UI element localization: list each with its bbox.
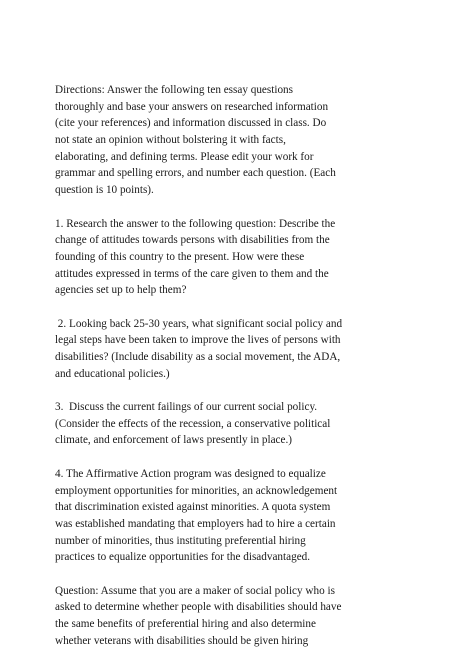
- text-line: employment opportunities for minorities, an acknowledgement: [55, 484, 338, 497]
- text-line: practices to equalize opportunities for the disadvantaged.: [55, 551, 311, 564]
- text-line: disabilities? (Include disability as a social movement, the ADA,: [55, 351, 341, 363]
- paragraph-spacer: [55, 199, 405, 216]
- paragraph-spacer: [55, 382, 405, 399]
- paragraph-spacer: [55, 566, 405, 583]
- text-line: climate, and enforcement of laws presently in place.): [55, 434, 293, 447]
- text-line: change of attitudes towards persons with disabilities from the: [55, 234, 330, 247]
- question-2-paragraph: [55, 316, 405, 383]
- text-line: elaborating, and defining terms. Please edit your work for: [55, 150, 314, 163]
- text-line: thoroughly and base your answers on researched information: [55, 100, 329, 113]
- text-line: asked to determine whether people with disabilities should have: [55, 601, 342, 614]
- text-line: legal steps have been taken to improve the lives of persons with: [55, 334, 341, 347]
- text-line: 4. The Affirmative Action program was designed to equalize: [55, 467, 326, 480]
- text-line: whether veterans with disabilities should be given hiring: [55, 634, 309, 647]
- text-line: and educational policies.): [55, 367, 170, 380]
- text-line: founding of this country to the present. How were these: [55, 250, 305, 263]
- document-body: [55, 82, 405, 649]
- question-4-paragraph: [55, 466, 405, 566]
- text-line: question is 10 points).: [55, 184, 154, 197]
- text-line: not state an opinion without bolstering it with facts,: [55, 134, 286, 147]
- text-line: attitudes expressed in terms of the care given to them and the: [55, 267, 329, 280]
- text-line: 1. Research the answer to the following question: Describe the: [55, 217, 336, 230]
- question-4-prompt-paragraph: [55, 583, 405, 649]
- question-3-paragraph: [55, 399, 405, 449]
- text-line: grammar and spelling errors, and number each question. (Each: [55, 167, 336, 180]
- directions-paragraph: [55, 82, 405, 199]
- text-line: 2. Looking back 25-30 years, what significant social policy and: [55, 317, 343, 330]
- text-line: Question: Assume that you are a maker of social policy who is: [55, 584, 335, 597]
- text-line: number of minorities, thus instituting preferential hiring: [55, 534, 306, 547]
- text-line: the same benefits of preferential hiring and also determine: [55, 618, 316, 630]
- paragraph-spacer: [55, 449, 405, 466]
- text-line: that discrimination existed against minorities. A quota system: [55, 501, 331, 514]
- paragraph-spacer: [55, 299, 405, 316]
- question-1-paragraph: [55, 216, 405, 299]
- text-line: (cite your references) and information discussed in class. Do: [55, 117, 327, 130]
- text-line: 3. Discuss the current failings of our current social policy.: [55, 401, 318, 414]
- text-line: was established mandating that employers had to hire a certain: [55, 517, 336, 530]
- text-line: (Consider the effects of the recession, a conservative political: [55, 417, 331, 430]
- text-line: agencies set up to help them?: [55, 284, 187, 297]
- text-line: Directions: Answer the following ten essay questions: [55, 84, 294, 96]
